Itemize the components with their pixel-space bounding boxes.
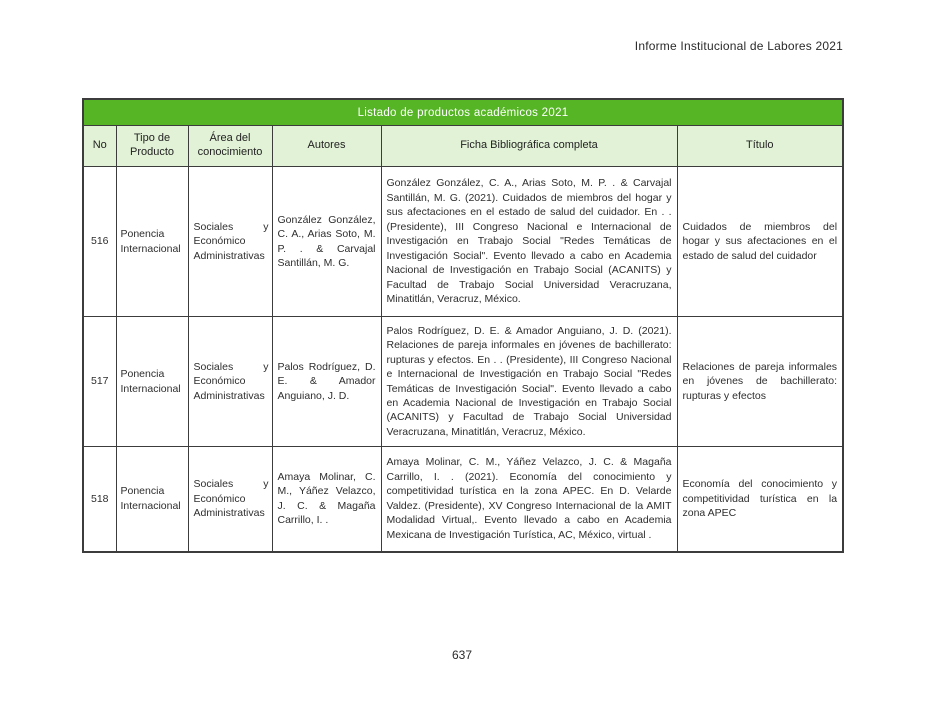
table-title: Listado de productos académicos 2021 [83,99,843,126]
page-number: 637 [451,648,473,662]
cell-ficha: Amaya Molinar, C. M., Yáñez Velazco, J. C. & Magaña Carrillo, I. . (2021). Economía del conocimiento y competitividad turística en la zona APEC. En D. Velarde Valdez. (Presidente), XV Congreso Internacional de la AMIT Modalidad Virtual,. Evento llevado a cabo en Academia Mexicana de Investigación Turística, AC, México, virtual . [381,447,677,552]
cell-tipo: Ponencia Internacional [116,317,188,447]
cell-no: 516 [83,167,116,317]
running-header: Informe Institucional de Labores 2021 [634,39,843,53]
academic-products-table [82,98,844,553]
cell-titulo: Cuidados de miembros del hogar y sus afectaciones en el estado de salud del cuidador [677,167,843,317]
table-row-517 [83,317,843,447]
table-row-516 [83,167,843,317]
cell-tipo: Ponencia Internacional [116,447,188,552]
cell-titulo: Economía del conocimiento y competitividad turística en la zona APEC [677,447,843,552]
cell-area: Sociales y Económico Administrativas [188,167,272,317]
cell-ficha: González González, C. A., Arias Soto, M. P. . & Carvajal Santillán, M. G. (2021). Cuidados de miembros del hogar y sus afectaciones en el estado de salud del cuidador. En . . (Presidente), III Congreso Nacional e Internacional de Investigación en Trabajo Social "Redes Temáticas de Investigación Social". Evento llevado a cabo en Academia Nacional de Investigación en Trabajo Social (ACANITS) y Facultad de Trabajo Social Universidad Veracruzana, Minatitlán, Veracruz, México. [381,167,677,317]
col-header-tipo: Tipo de Producto [116,126,188,167]
col-header-titulo: Título [677,126,843,167]
col-header-no: No [83,126,116,167]
cell-autores: Palos Rodríguez, D. E. & Amador Anguiano, J. D. [272,317,381,447]
cell-area: Sociales y Económico Administrativas [188,447,272,552]
cell-tipo: Ponencia Internacional [116,167,188,317]
col-header-autores: Autores [272,126,381,167]
cell-no: 518 [83,447,116,552]
cell-no: 517 [83,317,116,447]
table-row-518 [83,447,843,552]
cell-titulo: Relaciones de pareja informales en jóvenes de bachillerato: rupturas y efectos [677,317,843,447]
table-title-row [83,99,843,126]
cell-area: Sociales y Económico Administrativas [188,317,272,447]
column-header-row [83,126,843,167]
cell-ficha: Palos Rodríguez, D. E. & Amador Anguiano, J. D. (2021). Relaciones de pareja informales en jóvenes de bachillerato: rupturas y efectos. En . . (Presidente), III Congreso Nacional e Internacional de Investigación en Trabajo Social "Redes Temáticas de Investigación Social". Evento llevado a cabo en Academia Nacional de Investigación en Trabajo Social (ACANITS) y Facultad de Trabajo Social Universidad Veracruzana, Minatitlán, Veracruz, México. [381,317,677,447]
col-header-ficha: Ficha Bibliográfica completa [381,126,677,167]
cell-autores: Amaya Molinar, C. M., Yáñez Velazco, J. C. & Magaña Carrillo, I. . [272,447,381,552]
cell-autores: González González, C. A., Arias Soto, M. P. . & Carvajal Santillán, M. G. [272,167,381,317]
col-header-area: Área del conocimiento [188,126,272,167]
